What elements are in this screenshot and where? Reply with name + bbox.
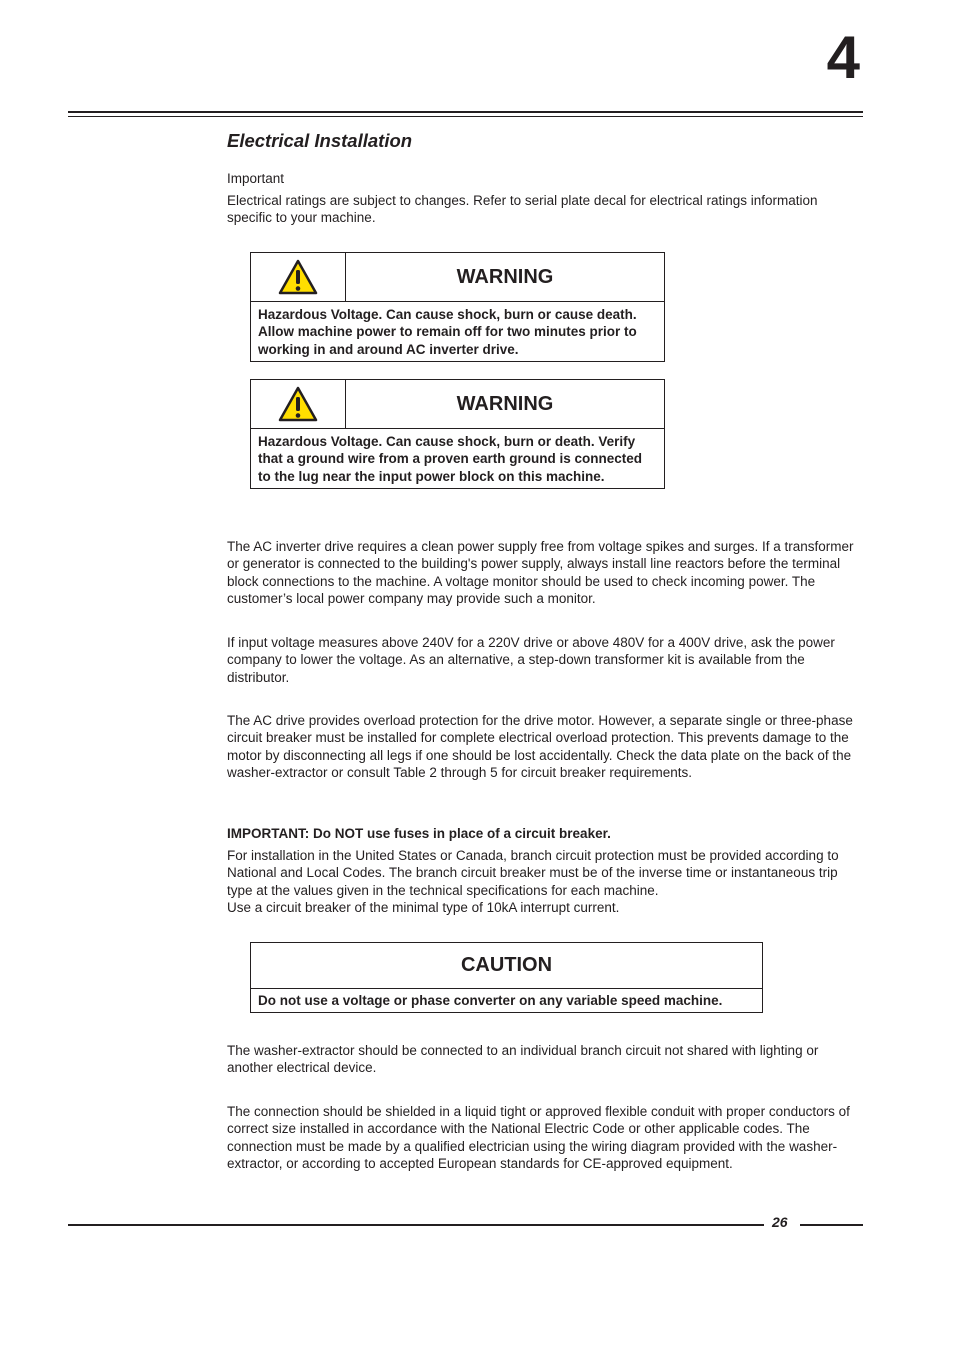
footer-rule-right: [800, 1224, 863, 1226]
caution-text: Do not use a voltage or phase converter on any variable speed machine.: [258, 993, 723, 1008]
paragraph-overload: The AC drive provides overload protection for the drive motor. However, a separate single or three-phase circuit breaker must be installed for complete electrical overload protection. This prevents damage to the motor by disconnecting all legs if one should be lost accidentally. Check the data plate on the back of the washer-extractor or consult Table 2 through 5 for circuit breaker requirements.: [227, 713, 853, 781]
important-label: Important: [227, 171, 285, 186]
footer-rule-left: [68, 1224, 764, 1226]
intro-paragraph: Electrical ratings are subject to changes. Refer to serial plate decal for electrical ratings information specific to your machine.: [227, 193, 818, 226]
warning-box-1: [250, 252, 665, 362]
warning-text: Hazardous Voltage. Can cause shock, burn or cause death. Allow machine power to remain off for two minutes prior to working in and around AC inverter drive.: [258, 307, 637, 357]
caution-box: [250, 942, 763, 1013]
paragraph-power-supply: The AC inverter drive requires a clean power supply free from voltage spikes and surges. If a transformer or generator is connected to the building's power supply, always install line reactors before the terminal block connections to the machine. A voltage monitor should be used to check incoming power. The customer’s local power company may provide such a monitor.: [227, 539, 854, 607]
paragraph-input-voltage: If input voltage measures above 240V for a 220V drive or above 480V for a 400V drive, ask the power company to lower the voltage. As an alternative, a step-down transformer kit is available from the distributor.: [227, 635, 835, 685]
paragraph-individual-circuit: The washer-extractor should be connected to an individual branch circuit not shared with lighting or another electrical device.: [227, 1043, 819, 1076]
warning-box-2: [250, 379, 665, 489]
warning-heading: WARNING: [456, 392, 554, 415]
paragraph-conduit: The connection should be shielded in a liquid tight or approved flexible conduit with proper conductors of correct size installed in accordance with the National Electric Code or other applicable codes. The connection must be made by a qualified electrician using the wiring diagram provided with the washer-extractor, or according to accepted European standards for CE-approved equipment.: [227, 1104, 850, 1172]
paragraph-branch-circuit: For installation in the United States or Canada, branch circuit protection must be provided according to National and Local Codes. The branch circuit breaker must be of the inverse time or instantaneous trip type at the values given in the technical specifications for each machine. Use a circuit breaker of the minimal type of 10kA interrupt current.: [227, 848, 839, 916]
warning-triangle-icon: [251, 380, 346, 428]
warning-triangle-icon: [251, 253, 346, 301]
warning-heading: WARNING: [456, 265, 554, 288]
page-number: 26: [772, 1214, 788, 1230]
warning-text: Hazardous Voltage. Can cause shock, burn or death. Verify that a ground wire from a proven earth ground is connected to the lug near the input power block on this machine.: [258, 434, 643, 484]
chapter-number: 4: [826, 24, 860, 91]
important-fuses-note: IMPORTANT: Do NOT use fuses in place of a circuit breaker.: [227, 826, 611, 841]
caution-heading: CAUTION: [460, 954, 553, 976]
section-title: Electrical Installation: [227, 130, 413, 151]
header-rule: [68, 111, 863, 117]
